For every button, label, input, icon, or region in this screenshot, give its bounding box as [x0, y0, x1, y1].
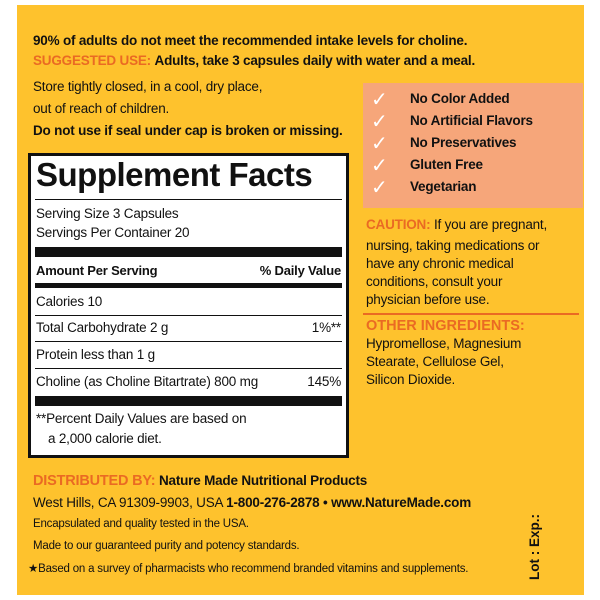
- header-amount-per-serving: Amount Per Serving: [36, 263, 158, 278]
- feature-item: [363, 88, 583, 110]
- servings-per-container: Servings Per Container 20: [36, 225, 190, 240]
- header-daily-value: % Daily Value: [259, 263, 341, 278]
- divider: [35, 341, 342, 342]
- pharmacist-survey-note: ★Based on a survey of pharmacists who recommend branded vitamins and supplements.: [28, 563, 469, 575]
- caution-text: If you are pregnant,: [433, 217, 548, 232]
- supplement-facts-title: Supplement Facts: [36, 156, 313, 193]
- storage-line-1: Store tightly closed, in a cool, dry place,: [33, 79, 263, 94]
- distributor-phone-web: 1-800-276-2878 • www.NatureMade.com: [226, 495, 472, 510]
- caution-line-3: have any chronic medical: [366, 256, 514, 271]
- feature-item: [363, 176, 583, 198]
- feature-label: Gluten Free: [410, 157, 483, 172]
- distributor-name: Nature Made Nutritional Products: [158, 473, 368, 488]
- suggested-use-text: Adults, take 3 capsules daily with water and a meal.: [154, 53, 476, 68]
- other-ingredients-label: OTHER INGREDIENTS:: [366, 318, 525, 334]
- feature-label: No Preservatives: [410, 135, 517, 150]
- encapsulated-note: Encapsulated and quality tested in the USA.: [33, 518, 249, 530]
- thick-divider: [35, 247, 342, 257]
- divider: [35, 199, 342, 200]
- suggested-use: [33, 53, 475, 68]
- medium-divider: [35, 283, 342, 288]
- seal-warning: Do not use if seal under cap is broken or missing.: [33, 123, 343, 138]
- nutrient-daily-value: 145%: [307, 374, 341, 389]
- divider: [35, 368, 342, 369]
- distributor-contact: [33, 495, 471, 510]
- nutrient-name: Calories 10: [36, 294, 103, 309]
- feature-label: No Color Added: [410, 91, 510, 106]
- nutrient-name: Total Carbohydrate 2 g: [36, 320, 169, 335]
- divider: [35, 315, 342, 316]
- feature-item: [363, 154, 583, 176]
- nutrient-daily-value: 1%**: [311, 320, 341, 335]
- distributor-address: West Hills, CA 91309-9903, USA: [33, 495, 223, 510]
- check-icon: ✓: [371, 153, 388, 177]
- caution-line-2: nursing, taking medications or: [366, 238, 540, 253]
- purity-note: Made to our guaranteed purity and potency standards.: [33, 540, 300, 552]
- divider: [363, 313, 579, 315]
- features-box: [363, 83, 583, 208]
- feature-label: No Artificial Flavors: [410, 113, 533, 128]
- thick-divider: [35, 396, 342, 406]
- check-icon: ✓: [371, 175, 388, 199]
- feature-item: [363, 110, 583, 132]
- supplement-facts-panel: [28, 153, 349, 458]
- check-icon: ✓: [371, 109, 388, 133]
- other-ingredients-line-3: Silicon Dioxide.: [366, 372, 456, 387]
- check-icon: ✓: [371, 87, 388, 111]
- footnote-line-1: **Percent Daily Values are based on: [36, 411, 247, 426]
- caution-line-1: [366, 217, 547, 232]
- nutrient-name: Choline (as Choline Bitartrate) 800 mg: [36, 374, 259, 389]
- feature-label: Vegetarian: [410, 179, 477, 194]
- caution-line-4: conditions, consult your: [366, 274, 503, 289]
- other-ingredients-line-2: Stearate, Cellulose Gel,: [366, 354, 504, 369]
- distributor-label: DISTRIBUTED BY:: [33, 473, 156, 489]
- other-ingredients-line-1: Hypromellose, Magnesium: [366, 336, 522, 351]
- footnote-line-2: a 2,000 calorie diet.: [48, 431, 162, 446]
- serving-size: Serving Size 3 Capsules: [36, 206, 179, 221]
- distributor-line: [33, 473, 367, 489]
- choline-intake-claim: 90% of adults do not meet the recommended intake levels for choline.: [33, 33, 468, 48]
- caution-line-5: physician before use.: [366, 292, 490, 307]
- suggested-use-label: SUGGESTED USE:: [33, 53, 151, 68]
- nutrient-name: Protein less than 1 g: [36, 347, 155, 362]
- feature-item: [363, 132, 583, 154]
- lot-exp-label: Lot : Exp.:: [527, 514, 542, 580]
- check-icon: ✓: [371, 131, 388, 155]
- storage-line-2: out of reach of children.: [33, 101, 170, 116]
- caution-label: CAUTION:: [366, 217, 431, 232]
